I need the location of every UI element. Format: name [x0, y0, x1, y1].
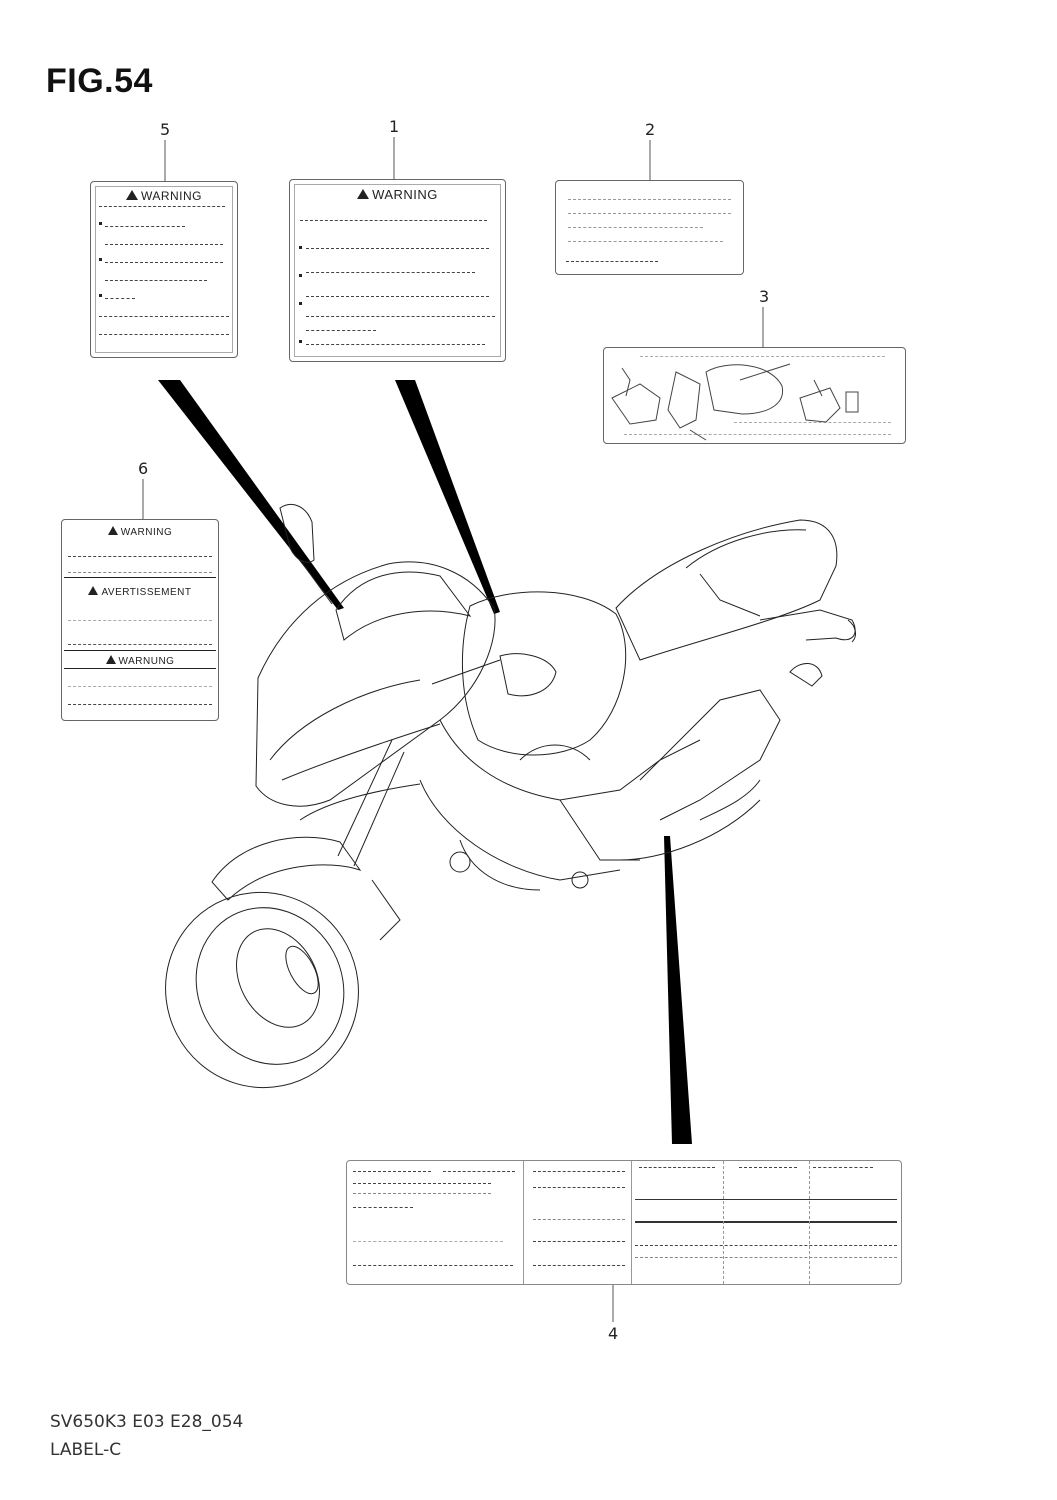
callout-2: 2 [645, 120, 656, 139]
footer [50, 1408, 243, 1464]
label-3-illustration [612, 364, 858, 440]
label-6-heading-fr-text: AVERTISSEMENT [101, 587, 192, 598]
pointer-label-5 [158, 380, 344, 610]
callout-6: 6 [138, 459, 149, 478]
footer-code: SV650K3 E03 E28_054 [50, 1412, 244, 1432]
callout-5: 5 [160, 120, 171, 139]
front-tire [131, 858, 393, 1121]
pointer-label-1 [395, 380, 500, 614]
callout-1: 1 [389, 117, 400, 136]
callout-3: 3 [759, 287, 770, 306]
motorcycle-outline [131, 504, 855, 1121]
figure-title: FIG.54 [46, 62, 153, 100]
label-1-heading-text: WARNING [372, 187, 438, 202]
front-disc [220, 914, 336, 1042]
pointer-label-4 [664, 836, 692, 1144]
front-hub [279, 941, 325, 998]
callout-4: 4 [608, 1324, 619, 1343]
footer-section: LABEL-C [50, 1440, 122, 1460]
label-6-heading-en-text: WARNING [120, 527, 173, 538]
front-rim [169, 882, 371, 1091]
label-6-heading-de-text: WARNUNG [118, 656, 175, 667]
label-5-heading-text: WARNING [140, 189, 203, 203]
